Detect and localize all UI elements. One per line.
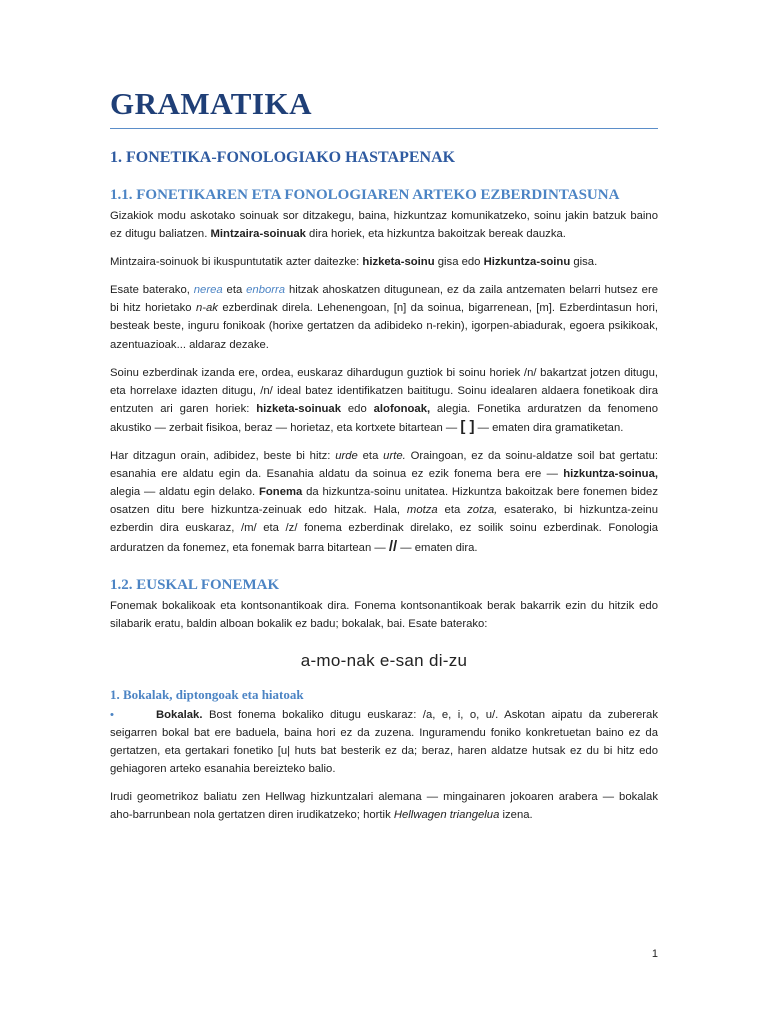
- text-run: alegia. Fonetika arduratzen da fenomeno akustiko — zerbait fisikoa, beraz — horietaz, eta kortxete bitartean —: [110, 402, 658, 434]
- subsubsection-heading-1: 1. Bokalak, diptongoak eta hiatoak: [110, 686, 304, 702]
- text-run: Mintzaira-soinuok bi ikuspuntutatik azter daitezke:: [110, 256, 363, 269]
- paragraph-3: [110, 281, 658, 353]
- italic-term: urte.: [383, 450, 406, 463]
- italic-term: n-ak: [195, 302, 218, 315]
- text-run: — ematen dira gramatiketan.: [474, 421, 624, 434]
- bold-term: hizketa-soinuak: [256, 402, 341, 415]
- text-run: eta: [222, 284, 247, 297]
- paragraph-8: [110, 788, 658, 824]
- italic-term: urde: [335, 450, 358, 463]
- text-run: Oraingoan, ez da soinu-aldatze soil bat gertatu: esanahia ere aldatu egin da. Esanahia aldatu da soinua ez ezik fonema bera ere —: [110, 450, 658, 481]
- paragraph-5: [110, 447, 658, 557]
- subsection-heading-1-2: 1.2. EUSKAL FONEMAK: [110, 576, 280, 593]
- text-run: eta: [437, 504, 468, 517]
- subsection-heading-1-1: 1.1. FONETIKAREN ETA FONOLOGIAREN ARTEKO EZBERDINTASUNA: [110, 187, 620, 203]
- text-run: — ematen dira.: [397, 541, 478, 554]
- text-run: gisa.: [570, 256, 598, 269]
- example-word: nerea: [193, 284, 223, 297]
- paragraph-1: [110, 207, 658, 243]
- text-run: Soinu ezberdinak izanda ere, ordea, euskaraz dihardugun guztiok bi soinu horiek /n/ bakartzat jotzen ditugu, eta horrelaxe idazten ditugu, /n/ ideal batez identifikatzen baititugu. Soinu idealaren aldaera fonetikoak dira entzuten ari garen horiek:: [110, 366, 658, 415]
- bold-term: hizkuntza-soinua,: [563, 468, 658, 481]
- text-run: Irudi geometrikoz baliatu zen Hellwag hizkuntzalari alemana — mingainaren jokoaren arabera — bokalak aho-barrunbean nola gertatzen diren irudikatzeko; hortik: [110, 791, 658, 822]
- italic-term: Hellwagen triangelua: [393, 809, 500, 822]
- syllable-example: a-mo-nak e-san di-zu: [300, 650, 468, 670]
- page-number: 1: [651, 948, 658, 960]
- text-run: Bost fonema bokaliko ditugu euskaraz: /a, e, i, o, u/. Askotan aipatu da zubererak seigarren bokal bat ere baduela, baina hori ez da zuzena. Inguramendu foniko konkretuetan baino ez da gertatzen, eta gertakari fonetiko [u| huts bat besterik ez da; beraz, haren aldatze hutsak ez du bi hitz edo gehiagoren arteko esanahia bereizteko balio.: [110, 708, 658, 776]
- text-run: ezberdinak direla. Lehenengoan, [n] da soinua, bigarrenean, [m]. Ezberdintasun hori, besteak beste, inguru fonikoak (horixe gertatzen da adibideko n-rekin), igorpen-abiadurak, egoera psikikoak, azentuazioak... aldaraz dezake.: [110, 302, 658, 351]
- text-run: gisa edo: [434, 256, 484, 269]
- text-run: alegia — aldatu egin delako.: [110, 486, 259, 499]
- text-run: Har ditzagun orain, adibidez, beste bi hitz:: [110, 450, 336, 463]
- text-run: eta: [357, 450, 384, 463]
- bullet-paragraph: [110, 706, 658, 778]
- bold-term: Hizkuntza-soinu: [483, 256, 571, 269]
- text-run: esaterako, bi hizkuntza-zeinu ezberdin dira euskaraz, /m/ eta /z/ fonema ezberdinak direlako, ez soilik soinu ezberdinak. Fonologia arduratzen da fonemez, eta fonemak barra bitartean —: [110, 504, 658, 554]
- text-run: izena.: [499, 809, 533, 822]
- bold-term: hizketa-soinu: [362, 256, 435, 269]
- text-run: da hizkuntza-soinu unitatea. Hizkuntza bakoitzak bere fonemen bidez osatzen ditu bere hizkuntza-zeinuak edo hitzak. Hala,: [110, 486, 658, 517]
- text-run: hitzak ahoskatzen ditugunean, ez da zaila antzematen belarri hutsez ere bi hitz horietako: [110, 284, 658, 315]
- italic-term: motza: [406, 504, 438, 517]
- bold-term: alofonoak,: [373, 402, 431, 415]
- slash-symbol: //: [388, 537, 398, 555]
- bold-term: Fonema: [259, 486, 303, 499]
- example-word: enborra: [246, 284, 286, 297]
- text-run: edo: [341, 402, 374, 415]
- bold-term: Bokalak.: [156, 708, 203, 721]
- text-run: Gizakiok modu askotako soinuak sor ditzakegu, baina, hizkuntzaz komunikatzeko, soinu jakin batzuk baino ez ditugu baliatzen.: [110, 210, 658, 241]
- paragraph-2: [110, 253, 658, 271]
- document-title: GRAMATIKA: [110, 86, 658, 129]
- italic-term: zotza,: [467, 504, 498, 517]
- bold-term: Mintzaira-soinuak: [210, 228, 306, 241]
- paragraph-4: [110, 364, 658, 437]
- text-run: dira horiek, eta hizkuntza bakoitzak bereak dauzka.: [305, 228, 566, 241]
- paragraph-6: Fonemak bokalikoak eta kontsonantikoak dira. Fonema kontsonantikoak berak bakarrik ezin du hitzik edo silabarik eratu, baldin alboan bokalik ez badu; bokalak, bai. Esate baterako:: [110, 599, 658, 630]
- bullet-icon: •: [110, 708, 114, 721]
- bracket-symbol: [ ]: [460, 417, 475, 435]
- text-run: Esate baterako,: [110, 284, 194, 297]
- section-heading-1: 1. FONETIKA-FONOLOGIAKO HASTAPENAK: [110, 149, 456, 166]
